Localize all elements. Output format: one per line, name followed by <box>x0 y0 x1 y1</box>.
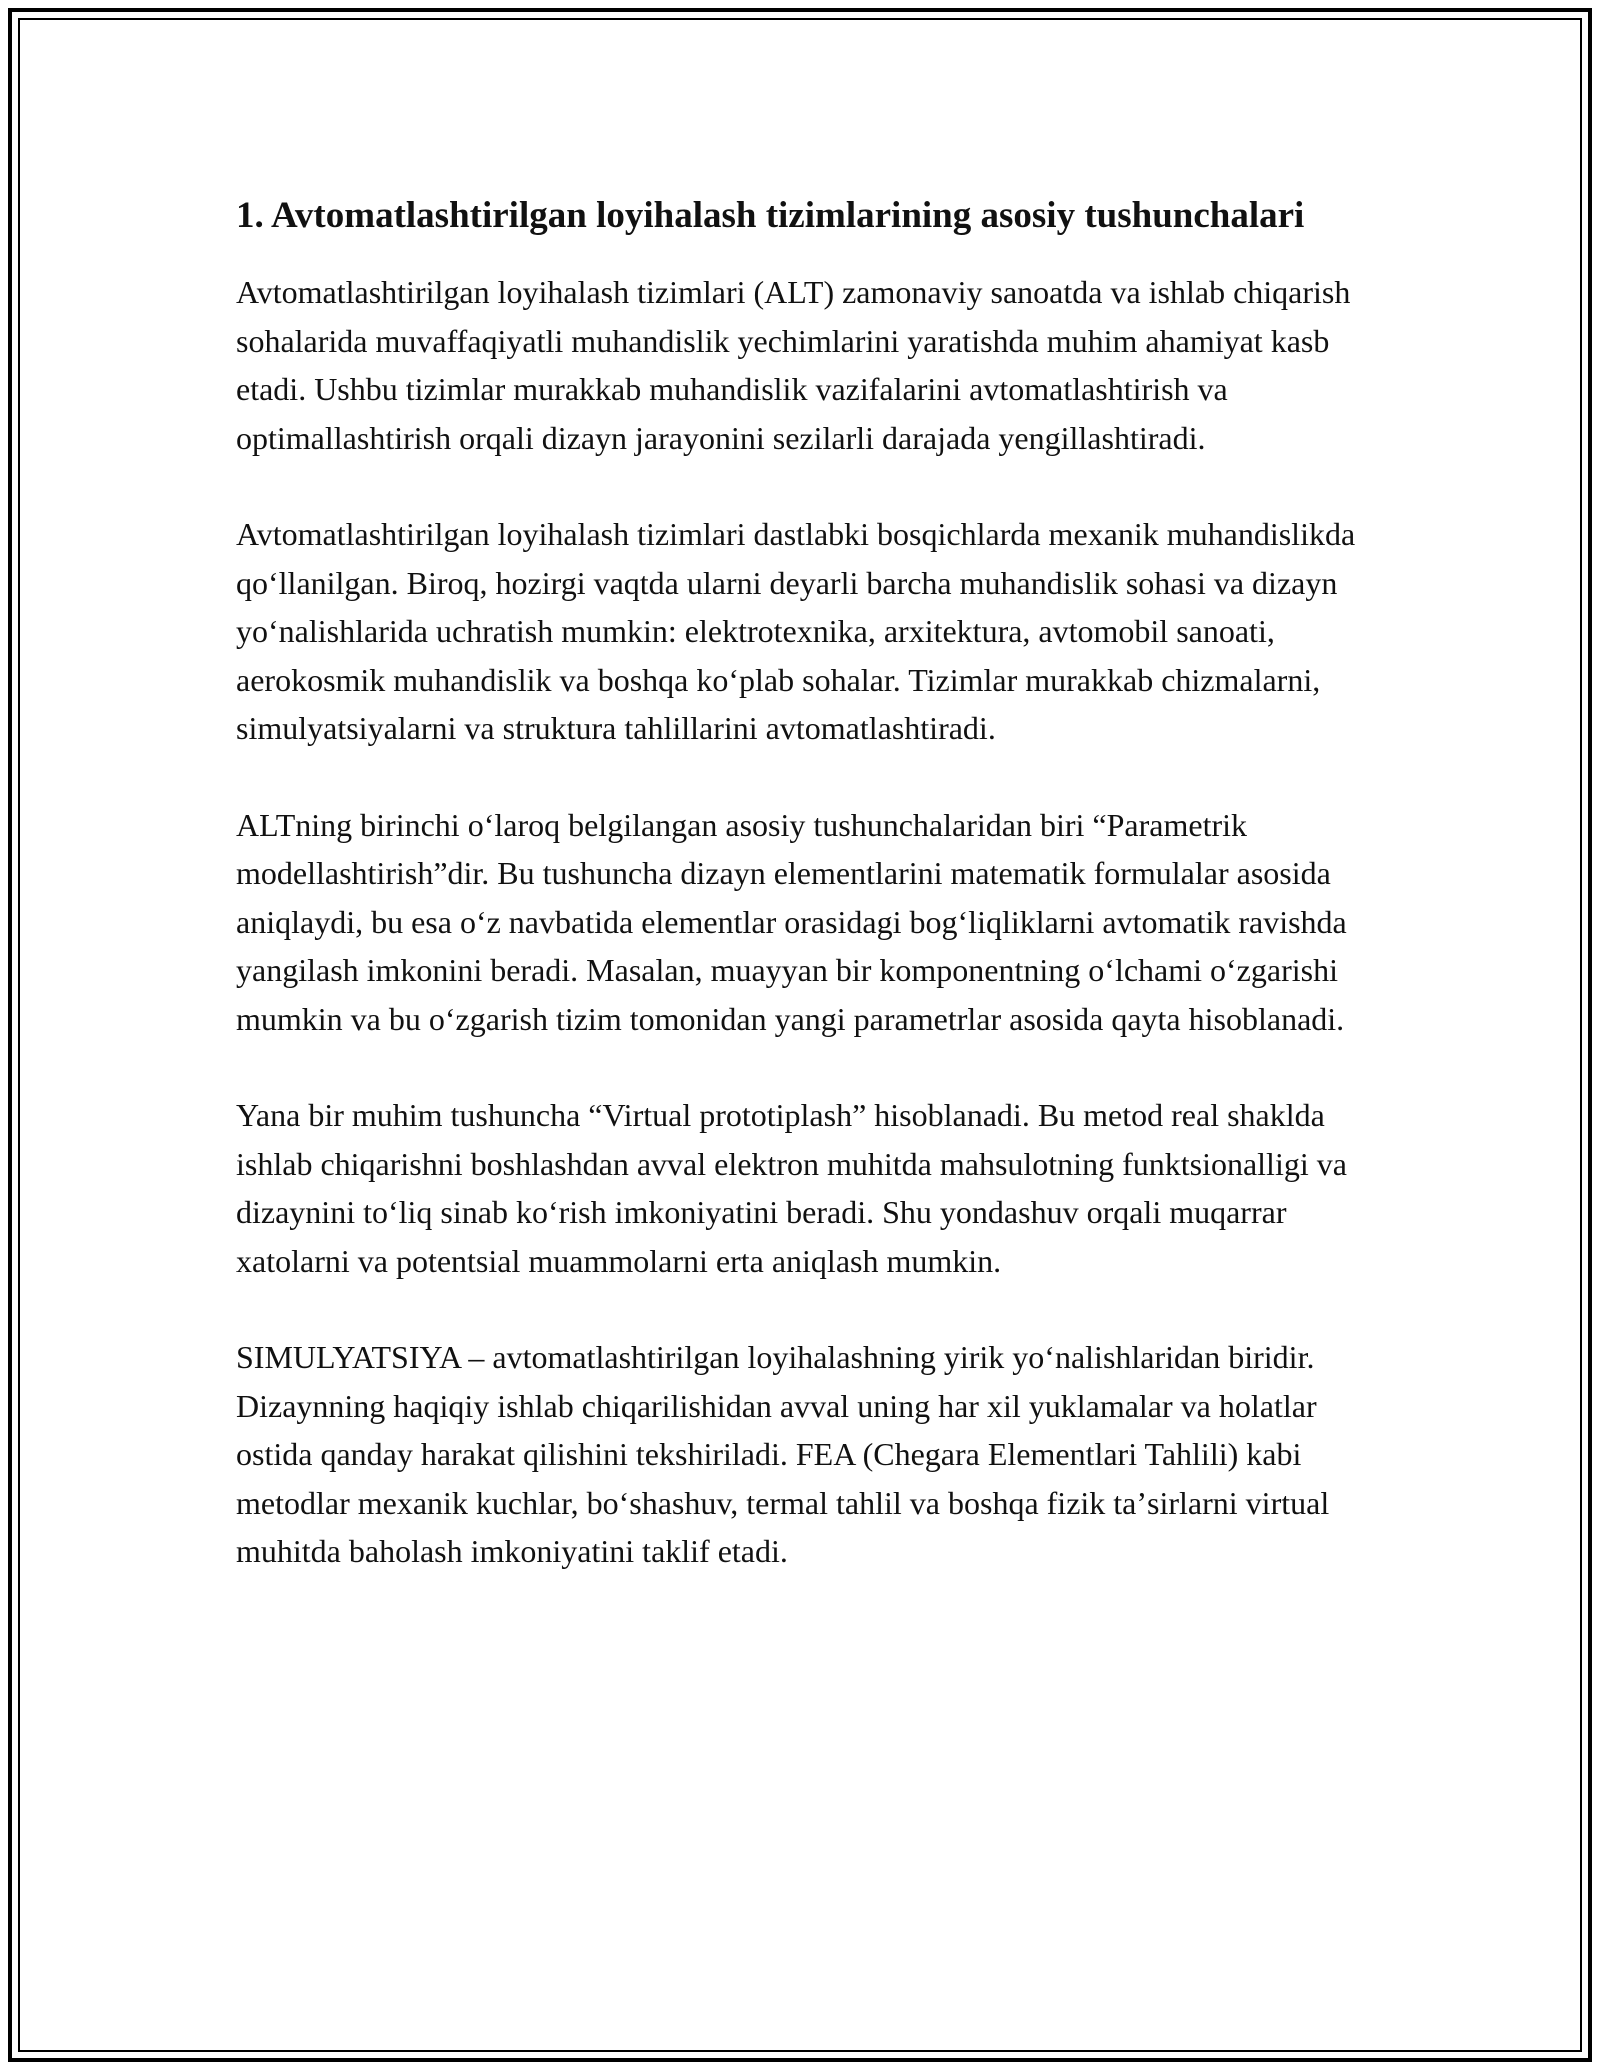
document-body <box>236 188 1366 1624</box>
section-title: 1. Avtomatlashtirilgan loyihalash tizimlarining asosiy tushunchalari <box>236 195 1305 236</box>
paragraph: ALTning birinchi oʻlaroq belgilangan asosiy tushunchalaridan biri “Parametrik modellashtirish”dir. Bu tushuncha dizayn elementlarini matematik formulalar asosida aniqlaydi, bu esa oʻz navbatida elementlar orasidagi bogʻliqliklarni avtomatik ravishda yangilash imkonini beradi. Masalan, muayyan bir komponentning oʻlchami oʻzgarishi mumkin va bu oʻzgarish tizim tomonidan yangi parametrlar asosida qayta hisoblanadi. <box>236 806 1347 1037</box>
paragraph: Avtomatlashtirilgan loyihalash tizimlari dastlabki bosqichlarda mexanik muhandislikda qoʻllanilgan. Biroq, hozirgi vaqtda ularni deyarli barcha muhandislik sohasi va dizayn yoʻnalishlarida uchratish mumkin: elektrotexnika, arxitektura, avtomobil sanoati, aerokosmik muhandislik va boshqa koʻplab sohalar. Tizimlar murakkab chizmalarni, simulyatsiyalarni va struktura tahlillarini avtomatlashtiradi. <box>236 516 1356 746</box>
paragraph: Avtomatlashtirilgan loyihalash tizimlari (ALT) zamonaviy sanoatda va ishlab chiqarish sohalarida muvaffaqiyatli muhandislik yechimlarini yaratishda muhim ahamiyat kasb etadi. Ushbu tizimlar murakkab muhandislik vazifalarini avtomatlashtirish va optimallashtirish orqali dizayn jarayonini sezilarli darajada yengillashtiradi. <box>236 274 1351 456</box>
paragraph: Yana bir muhim tushuncha “Virtual prototiplash” hisoblanadi. Bu metod real shaklda ishlab chiqarishni boshlashdan avval elektron muhitda mahsulotning funktsionalligi va dizaynini toʻliq sinab koʻrish imkoniyatini beradi. Shu yondashuv orqali muqarrar xatolarni va potentsial muammolarni erta aniqlash mumkin. <box>236 1097 1347 1279</box>
paragraph: SIMULYATSIYA – avtomatlashtirilgan loyihalashning yirik yoʻnalishlaridan biridir. Dizaynning haqiqiy ishlab chiqarilishidan avval uning har xil yuklamalar va holatlar ostida qanday harakat qilishini tekshiriladi. FEA (Chegara Elementlari Tahlili) kabi metodlar mexanik kuchlar, boʻshashuv, termal tahlil va boshqa fizik taʼsirlarni virtual muhitda baholash imkoniyatini taklif etadi. <box>236 1339 1330 1569</box>
